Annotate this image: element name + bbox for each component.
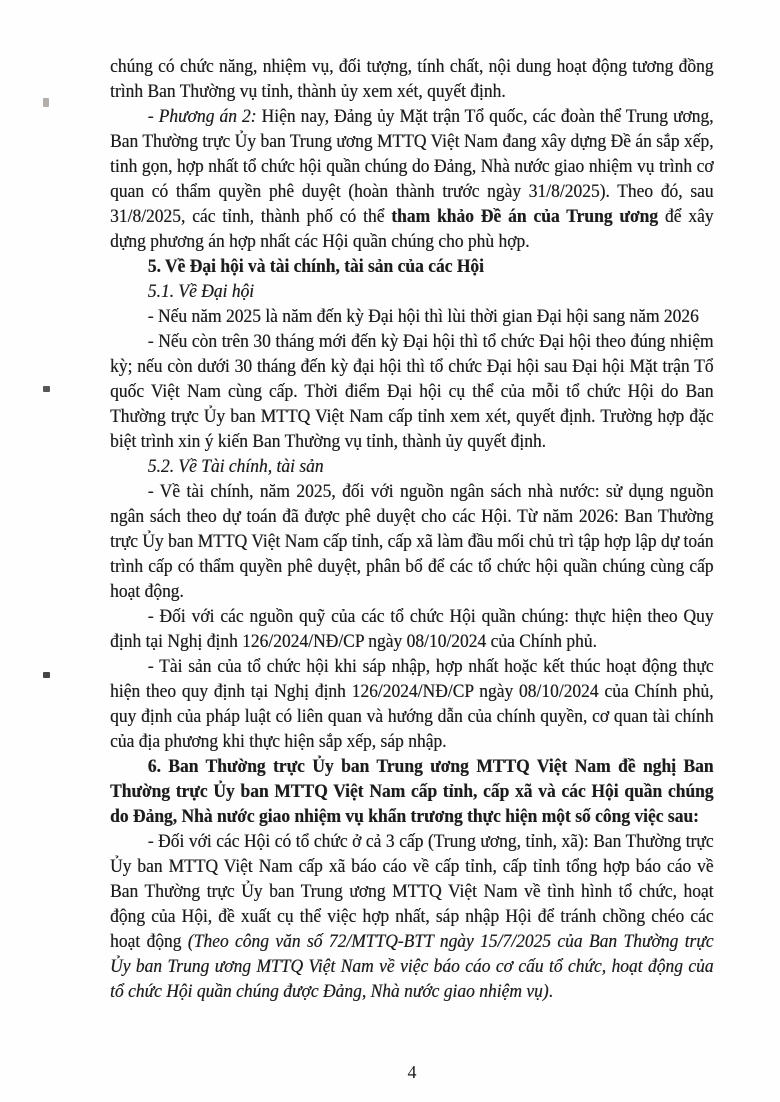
text-segment: Hiện nay, Đảng ủy Mặt trận Tổ quốc, các đoàn thể Trung ương, Ban Thường trực Ủy ban Trung ương MTTQ Việt Nam đang xây dựng Đề án sắp xếp, tinh gọn, hợp nhất tổ chức hội quần chúng do Đảng, Nhà nước giao nhiệm vụ trình cơ quan có thẩm quyền phê duyệt (hoàn thành trước ngày 31/8/2025). Theo đó, sau 31/8/2025, các tỉnh, thành phố có thể (110, 106, 714, 227)
heading-section-5-1 (110, 279, 714, 304)
paragraph-phuong-an-2 (110, 104, 714, 254)
document-body (110, 54, 714, 1004)
paragraph-nguon-quy (110, 604, 714, 654)
scan-speck (43, 672, 50, 678)
text-segment: . (548, 981, 553, 1002)
paragraph-bao-cao-3-cap (110, 829, 714, 1004)
heading-section-6 (110, 754, 714, 829)
page-number: 4 (407, 1062, 417, 1082)
text-segment: (Theo công văn số 72/MTTQ-BTT ngày 15/7/2025 của Ban Thường trực Ủy ban Trung ương MTTQ Việt Nam về việc báo cáo cơ cấu tổ chức, hoạt động của tổ chức Hội quần chúng được Đảng, Nhà nước giao nhiệm vụ) (110, 931, 714, 1002)
paragraph-tai-chinh (110, 479, 714, 604)
text-segment: - Phương án 2: (147, 106, 257, 127)
text-segment: - Nếu năm 2025 là năm đến kỳ Đại hội thì lùi thời gian Đại hội sang năm 2026 (147, 306, 699, 327)
paragraph-tai-san (110, 654, 714, 754)
paragraph-dai-hoi-lui-thoi-gian (110, 304, 714, 329)
text-segment: - Nếu còn trên 30 tháng mới đến kỳ Đại hội thì tổ chức Đại hội theo đúng nhiệm kỳ; nếu còn dưới 30 tháng đến kỳ đại hội thì tổ chức Đại hội sau Đại hội Mặt trận Tổ quốc Việt Nam cùng cấp. Thời điểm Đại hội cụ thể của mỗi tổ chức Hội do Ban Thường trực Ủy ban MTTQ Việt Nam cấp tỉnh xem xét, quyết định. Trường hợp đặc biệt trình xin ý kiến Ban Thường vụ tỉnh, thành ủy quyết định. (110, 331, 714, 452)
text-segment: 5.1. Về Đại hội (147, 281, 255, 302)
text-segment: chúng có chức năng, nhiệm vụ, đối tượng, tính chất, nội dung hoạt động tương đồng trình Ban Thường vụ tỉnh, thành ủy xem xét, quyết định. (110, 56, 714, 102)
scan-speck (43, 386, 50, 392)
text-segment: 5.2. Về Tài chính, tài sản (147, 456, 324, 477)
text-segment: 6. Ban Thường trực Ủy ban Trung ương MTTQ Việt Nam đề nghị Ban Thường trực Ủy ban MTTQ Việt Nam cấp tỉnh, cấp xã và các Hội quần chúng do Đảng, Nhà nước giao nhiệm vụ khẩn trương thực hiện một số công việc sau: (110, 756, 714, 827)
heading-section-5 (110, 254, 714, 279)
text-segment: 5. Về Đại hội và tài chính, tài sản của các Hội (147, 256, 484, 277)
text-segment: - Tài sản của tổ chức hội khi sáp nhập, hợp nhất hoặc kết thúc hoạt động thực hiện theo quy định tại Nghị định 126/2024/NĐ/CP ngày 08/10/2024 của Chính phủ, quy định của pháp luật có liên quan và hướng dẫn của chính quyền, cơ quan tài chính của địa phương khi thực hiện sắp xếp, sáp nhập. (110, 656, 714, 752)
heading-section-5-2 (110, 454, 714, 479)
paragraph-continuation (110, 54, 714, 104)
text-segment: để xây dựng phương án hợp nhất các Hội quần chúng cho phù hợp. (110, 206, 714, 252)
page-footer (110, 1060, 714, 1085)
scan-speck (43, 98, 49, 107)
text-segment: - Về tài chính, năm 2025, đối với nguồn ngân sách nhà nước: sử dụng nguồn ngân sách theo dự toán đã được phê duyệt cho các Hội. Từ năm 2026: Ban Thường trực Ủy ban MTTQ Việt Nam cấp tỉnh, cấp xã làm đầu mối chủ trì tập hợp lập dự toán trình cấp có thẩm quyền phê duyệt, phân bổ để các tổ chức hội quần chúng cùng cấp hoạt động. (110, 481, 714, 602)
paragraph-dai-hoi-30-thang (110, 329, 714, 454)
text-segment: - Đối với các Hội có tổ chức ở cả 3 cấp (Trung ương, tỉnh, xã): Ban Thường trực Ủy ban MTTQ Việt Nam cấp xã báo cáo về cấp tỉnh, cấp tỉnh tổng hợp báo cáo về Ban Thường trực Ủy ban Trung ương MTTQ Việt Nam về tình hình tổ chức, hoạt động của Hội, đề xuất cụ thể việc hợp nhất, sáp nhập Hội để tránh chồng chéo các hoạt động (110, 831, 714, 952)
text-segment: tham khảo Đề án của Trung ương (391, 206, 658, 227)
text-segment: - Đối với các nguồn quỹ của các tổ chức Hội quần chúng: thực hiện theo Quy định tại Nghị định 126/2024/NĐ/CP ngày 08/10/2024 của Chính phủ. (110, 606, 714, 652)
